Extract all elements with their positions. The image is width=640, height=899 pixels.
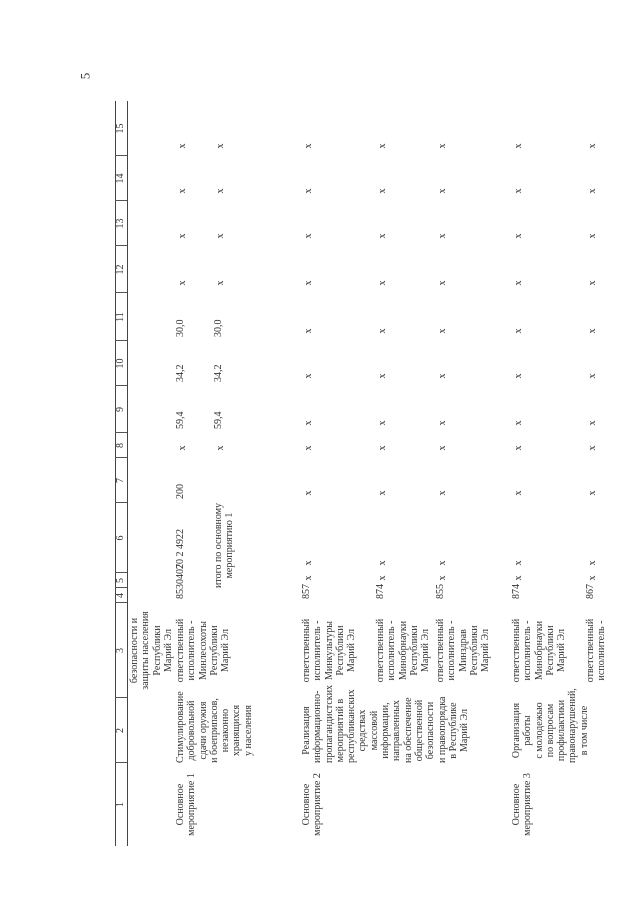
responsible-executor-cell-line: ответственный bbox=[175, 618, 186, 683]
column-number-12: 12 bbox=[115, 264, 126, 275]
column-separator bbox=[115, 572, 127, 573]
responsible-executor-cell-line: ответственный bbox=[375, 618, 386, 683]
responsible-executor-cell-line: Республики bbox=[334, 625, 346, 676]
column-separator bbox=[115, 340, 127, 341]
cell-x-mark: x bbox=[177, 233, 188, 239]
column-number-5: 5 bbox=[115, 578, 126, 583]
cell-x-mark: x bbox=[377, 560, 388, 566]
cell-x-mark: x bbox=[437, 575, 448, 581]
cell-x-mark: x bbox=[303, 280, 314, 286]
cell-x-mark: x bbox=[377, 373, 388, 379]
cell-value-c10: 34,2 bbox=[213, 364, 224, 382]
cell-x-mark: x bbox=[437, 490, 448, 496]
column-number-8: 8 bbox=[115, 443, 126, 448]
event-description-cell bbox=[301, 684, 471, 763]
event-description-cell-line: направленных bbox=[391, 700, 403, 761]
event-description-cell-line: в том числе bbox=[578, 705, 590, 756]
event-name-cell bbox=[301, 763, 324, 846]
event-description-cell-line: в Республике bbox=[447, 702, 459, 759]
event-name-cell-line: мероприятие 3 bbox=[522, 773, 534, 836]
cell-x-mark: x bbox=[587, 490, 598, 496]
event-description-cell-line: с молодежью bbox=[533, 702, 545, 759]
cell-x-mark: x bbox=[215, 445, 226, 451]
event-description-cell-line: сдачи оружия bbox=[197, 701, 209, 760]
cell-x-mark: x bbox=[437, 280, 448, 286]
column-separator bbox=[115, 200, 127, 201]
column-separator bbox=[115, 502, 127, 503]
event-description-cell-line: Организация bbox=[511, 702, 522, 759]
cell-x-mark: x bbox=[177, 188, 188, 194]
column-separator bbox=[115, 697, 127, 698]
column-number-7: 7 bbox=[115, 478, 126, 483]
cell-x-mark: x bbox=[587, 328, 598, 334]
event-name-cell-line: мероприятие 1 bbox=[186, 773, 198, 836]
responsible-executor-cell-line: Минобрнауки bbox=[397, 620, 409, 681]
event-description-cell-line: у населения bbox=[242, 704, 254, 757]
event-name-cell bbox=[511, 763, 534, 846]
responsible-executor-cell-line: Минобрнауки bbox=[533, 620, 545, 681]
event-description-cell-line: средствах bbox=[357, 709, 369, 752]
responsible-executor-cell-line: Марий Эл bbox=[346, 629, 358, 672]
cell-x-mark: x bbox=[587, 280, 598, 286]
cell-value-c9: 59,4 bbox=[175, 411, 186, 429]
column-separator bbox=[115, 155, 127, 156]
event-description-cell-line: и боеприпасов, bbox=[208, 698, 220, 763]
responsible-executor-cell-line: Республики bbox=[468, 625, 480, 676]
cell-x-mark: x bbox=[437, 373, 448, 379]
cell-x-mark: x bbox=[587, 445, 598, 451]
cell-value-c6: 20 2 4922 bbox=[175, 529, 186, 569]
cell-x-mark: x bbox=[513, 143, 524, 149]
column-number-10: 10 bbox=[115, 358, 126, 369]
responsible-executor-cell-line: ответственный bbox=[585, 618, 596, 683]
column-separator bbox=[115, 762, 127, 763]
cell-x-mark: x bbox=[587, 420, 598, 426]
event-description-cell-line: работы bbox=[522, 715, 534, 746]
event-description-cell-line: правонарушений, bbox=[567, 688, 579, 763]
cell-x-mark: x bbox=[587, 560, 598, 566]
cell-x-mark: x bbox=[177, 143, 188, 149]
column-separator bbox=[115, 292, 127, 293]
responsible-executor-cell bbox=[375, 603, 431, 698]
column-number-9: 9 bbox=[115, 407, 126, 412]
column-number-3: 3 bbox=[115, 648, 126, 653]
cell-x-mark: x bbox=[215, 233, 226, 239]
cell-x-mark: x bbox=[215, 280, 226, 286]
event-name-cell-line: мероприятие 2 bbox=[312, 773, 324, 836]
event-description-cell-line: республиканских bbox=[346, 689, 358, 763]
continued-responsible-cell-line: защиты населения bbox=[140, 611, 152, 690]
cell-x-mark: x bbox=[437, 560, 448, 566]
cell-x-mark: x bbox=[437, 445, 448, 451]
cell-x-mark: x bbox=[303, 560, 314, 566]
cell-x-mark: x bbox=[303, 445, 314, 451]
column-number-6: 6 bbox=[115, 535, 126, 541]
event-description-cell-line: профилактики bbox=[556, 699, 568, 762]
responsible-executor-cell-line: исполнитель - bbox=[386, 620, 398, 681]
cell-x-mark: x bbox=[377, 575, 388, 581]
event-description-cell-line: Стимулирование bbox=[175, 691, 186, 763]
responsible-executor-cell bbox=[511, 603, 567, 698]
event-name-cell bbox=[175, 763, 198, 846]
cell-x-mark: x bbox=[377, 143, 388, 149]
budget-table bbox=[115, 101, 608, 846]
responsible-executor-cell-line: исполнитель - bbox=[446, 620, 458, 681]
cell-x-mark: x bbox=[513, 575, 524, 581]
responsible-executor-cell-line: исполнитель - bbox=[596, 620, 608, 681]
cell-x-mark: x bbox=[437, 328, 448, 334]
column-number-2: 2 bbox=[115, 728, 126, 733]
cell-x-mark: x bbox=[513, 188, 524, 194]
responsible-executor-cell bbox=[301, 603, 357, 698]
cell-x-mark: x bbox=[377, 280, 388, 286]
column-number-13: 13 bbox=[115, 218, 126, 229]
event-description-cell-line: по вопросам bbox=[544, 703, 556, 758]
cell-x-mark: x bbox=[587, 233, 598, 239]
cell-x-mark: x bbox=[513, 420, 524, 426]
column-separator bbox=[115, 432, 127, 433]
column-separator bbox=[115, 457, 127, 458]
cell-x-mark: x bbox=[513, 233, 524, 239]
responsible-executor-cell-line: Марий Эл bbox=[480, 629, 492, 672]
cell-x-mark: x bbox=[377, 490, 388, 496]
continued-responsible-cell-line: Республики bbox=[151, 625, 163, 676]
header-bottom-border bbox=[127, 101, 128, 846]
column-separator bbox=[115, 587, 127, 588]
event-name-cell-line: Основное bbox=[175, 783, 186, 826]
cell-x-mark: x bbox=[513, 490, 524, 496]
event-description-cell-line: общественной bbox=[413, 699, 425, 762]
cell-value-c11: 30,0 bbox=[175, 319, 186, 337]
cell-x-mark: x bbox=[437, 143, 448, 149]
cell-x-mark: x bbox=[377, 328, 388, 334]
column-number-1: 1 bbox=[115, 802, 126, 807]
event-description-cell-line: незаконно bbox=[220, 708, 232, 753]
cell-x-mark: x bbox=[513, 560, 524, 566]
responsible-executor-cell-line: Марий Эл bbox=[220, 629, 232, 672]
event-description-cell-line: и правопорядка bbox=[436, 696, 448, 763]
subtotal-label-cell bbox=[213, 503, 236, 588]
cell-value-c11: 30,0 bbox=[213, 319, 224, 337]
responsible-executor-cell-line: Республики bbox=[544, 625, 556, 676]
event-description-cell-line: информационно- bbox=[312, 690, 324, 763]
cell-x-mark: x bbox=[303, 233, 314, 239]
cell-value-c4: 874 bbox=[511, 584, 522, 599]
cell-x-mark: x bbox=[513, 373, 524, 379]
event-description-cell-line: массовой bbox=[368, 710, 380, 751]
cell-x-mark: x bbox=[303, 143, 314, 149]
column-number-14: 14 bbox=[115, 173, 126, 184]
responsible-executor-cell-line: исполнитель - bbox=[186, 620, 198, 681]
column-number-11: 11 bbox=[115, 312, 126, 322]
cell-x-mark: x bbox=[303, 328, 314, 334]
continued-responsible-cell-line: Марий Эл bbox=[162, 629, 174, 672]
responsible-executor-cell-line: ответственный bbox=[301, 618, 312, 683]
column-separator bbox=[115, 245, 127, 246]
event-description-cell bbox=[175, 691, 254, 763]
cell-x-mark: x bbox=[587, 575, 598, 581]
subtotal-label-cell-line: итого по основному bbox=[213, 502, 224, 588]
column-separator bbox=[115, 385, 127, 386]
cell-x-mark: x bbox=[303, 373, 314, 379]
responsible-executor-cell-line: Республики bbox=[408, 625, 420, 676]
cell-x-mark: x bbox=[587, 373, 598, 379]
cell-x-mark: x bbox=[437, 188, 448, 194]
cell-x-mark: x bbox=[215, 188, 226, 194]
responsible-executor-cell-line: Минлесохоты bbox=[197, 620, 209, 681]
cell-x-mark: x bbox=[377, 420, 388, 426]
cell-x-mark: x bbox=[215, 143, 226, 149]
event-description-cell-line: мероприятий в bbox=[334, 698, 346, 763]
cell-x-mark: x bbox=[377, 233, 388, 239]
event-description-cell-line: добровольной bbox=[186, 700, 198, 761]
cell-x-mark: x bbox=[513, 445, 524, 451]
cell-value-c10: 34,2 bbox=[175, 364, 186, 382]
event-description-cell-line: безопасности bbox=[425, 701, 437, 760]
responsible-executor-cell-line: Марий Эл bbox=[556, 629, 568, 672]
page-number: 5 bbox=[77, 72, 93, 80]
responsible-executor-cell-line: исполнитель - bbox=[312, 620, 324, 681]
cell-x-mark: x bbox=[513, 328, 524, 334]
cell-x-mark: x bbox=[177, 445, 188, 451]
cell-x-mark: x bbox=[587, 188, 598, 194]
responsible-executor-cell-line: ответственный bbox=[511, 618, 522, 683]
cell-value-c4: 857 bbox=[301, 584, 312, 599]
event-description-cell-line: Марий Эл bbox=[459, 709, 471, 752]
cell-value-c4: 874 bbox=[375, 584, 386, 599]
cell-x-mark: x bbox=[513, 280, 524, 286]
cell-x-mark: x bbox=[303, 188, 314, 194]
cell-x-mark: x bbox=[587, 143, 598, 149]
column-separator bbox=[115, 602, 127, 603]
cell-value-c4: 853 bbox=[175, 584, 186, 599]
responsible-executor-cell-line: исполнитель - bbox=[522, 620, 534, 681]
event-name-cell-line: Основное bbox=[511, 783, 522, 826]
event-name-cell-line: Основное bbox=[301, 783, 312, 826]
responsible-executor-cell bbox=[585, 603, 608, 698]
continued-responsible-cell bbox=[129, 603, 174, 698]
responsible-executor-cell-line: Минздрав bbox=[457, 629, 469, 672]
column-number-15: 15 bbox=[115, 123, 126, 134]
cell-x-mark: x bbox=[177, 280, 188, 286]
responsible-executor-cell-line: Минкультуры bbox=[323, 621, 335, 680]
continued-responsible-cell-line: безопасности и bbox=[129, 617, 140, 684]
cell-x-mark: x bbox=[303, 420, 314, 426]
cell-x-mark: x bbox=[303, 575, 314, 581]
cell-value-c4: 855 bbox=[435, 584, 446, 599]
cell-x-mark: x bbox=[377, 188, 388, 194]
responsible-executor-cell-line: ответственный bbox=[435, 618, 446, 683]
cell-x-mark: x bbox=[437, 420, 448, 426]
cell-value-c9: 59,4 bbox=[213, 411, 224, 429]
cell-x-mark: x bbox=[437, 233, 448, 239]
column-number-4: 4 bbox=[115, 593, 126, 598]
responsible-executor-cell bbox=[175, 603, 231, 698]
cell-x-mark: x bbox=[377, 445, 388, 451]
cell-value-c7: 200 bbox=[175, 484, 186, 499]
cell-value-c4: 867 bbox=[585, 584, 596, 599]
event-description-cell-line: на обеспечение bbox=[402, 697, 414, 763]
event-description-cell-line: Реализация bbox=[301, 706, 312, 755]
event-description-cell-line: информации, bbox=[380, 702, 392, 759]
event-description-cell-line: пропагандистских bbox=[323, 684, 335, 763]
responsible-executor-cell-line: Республики bbox=[208, 625, 220, 676]
responsible-executor-cell bbox=[435, 603, 491, 698]
subtotal-label-cell-line: мероприятию 1 bbox=[224, 512, 236, 579]
cell-value-c5: 0407 bbox=[175, 564, 186, 584]
responsible-executor-cell-line: Марий Эл bbox=[420, 629, 432, 672]
cell-x-mark: x bbox=[303, 490, 314, 496]
event-description-cell-line: хранящихся bbox=[231, 704, 243, 757]
event-description-cell bbox=[511, 688, 590, 763]
